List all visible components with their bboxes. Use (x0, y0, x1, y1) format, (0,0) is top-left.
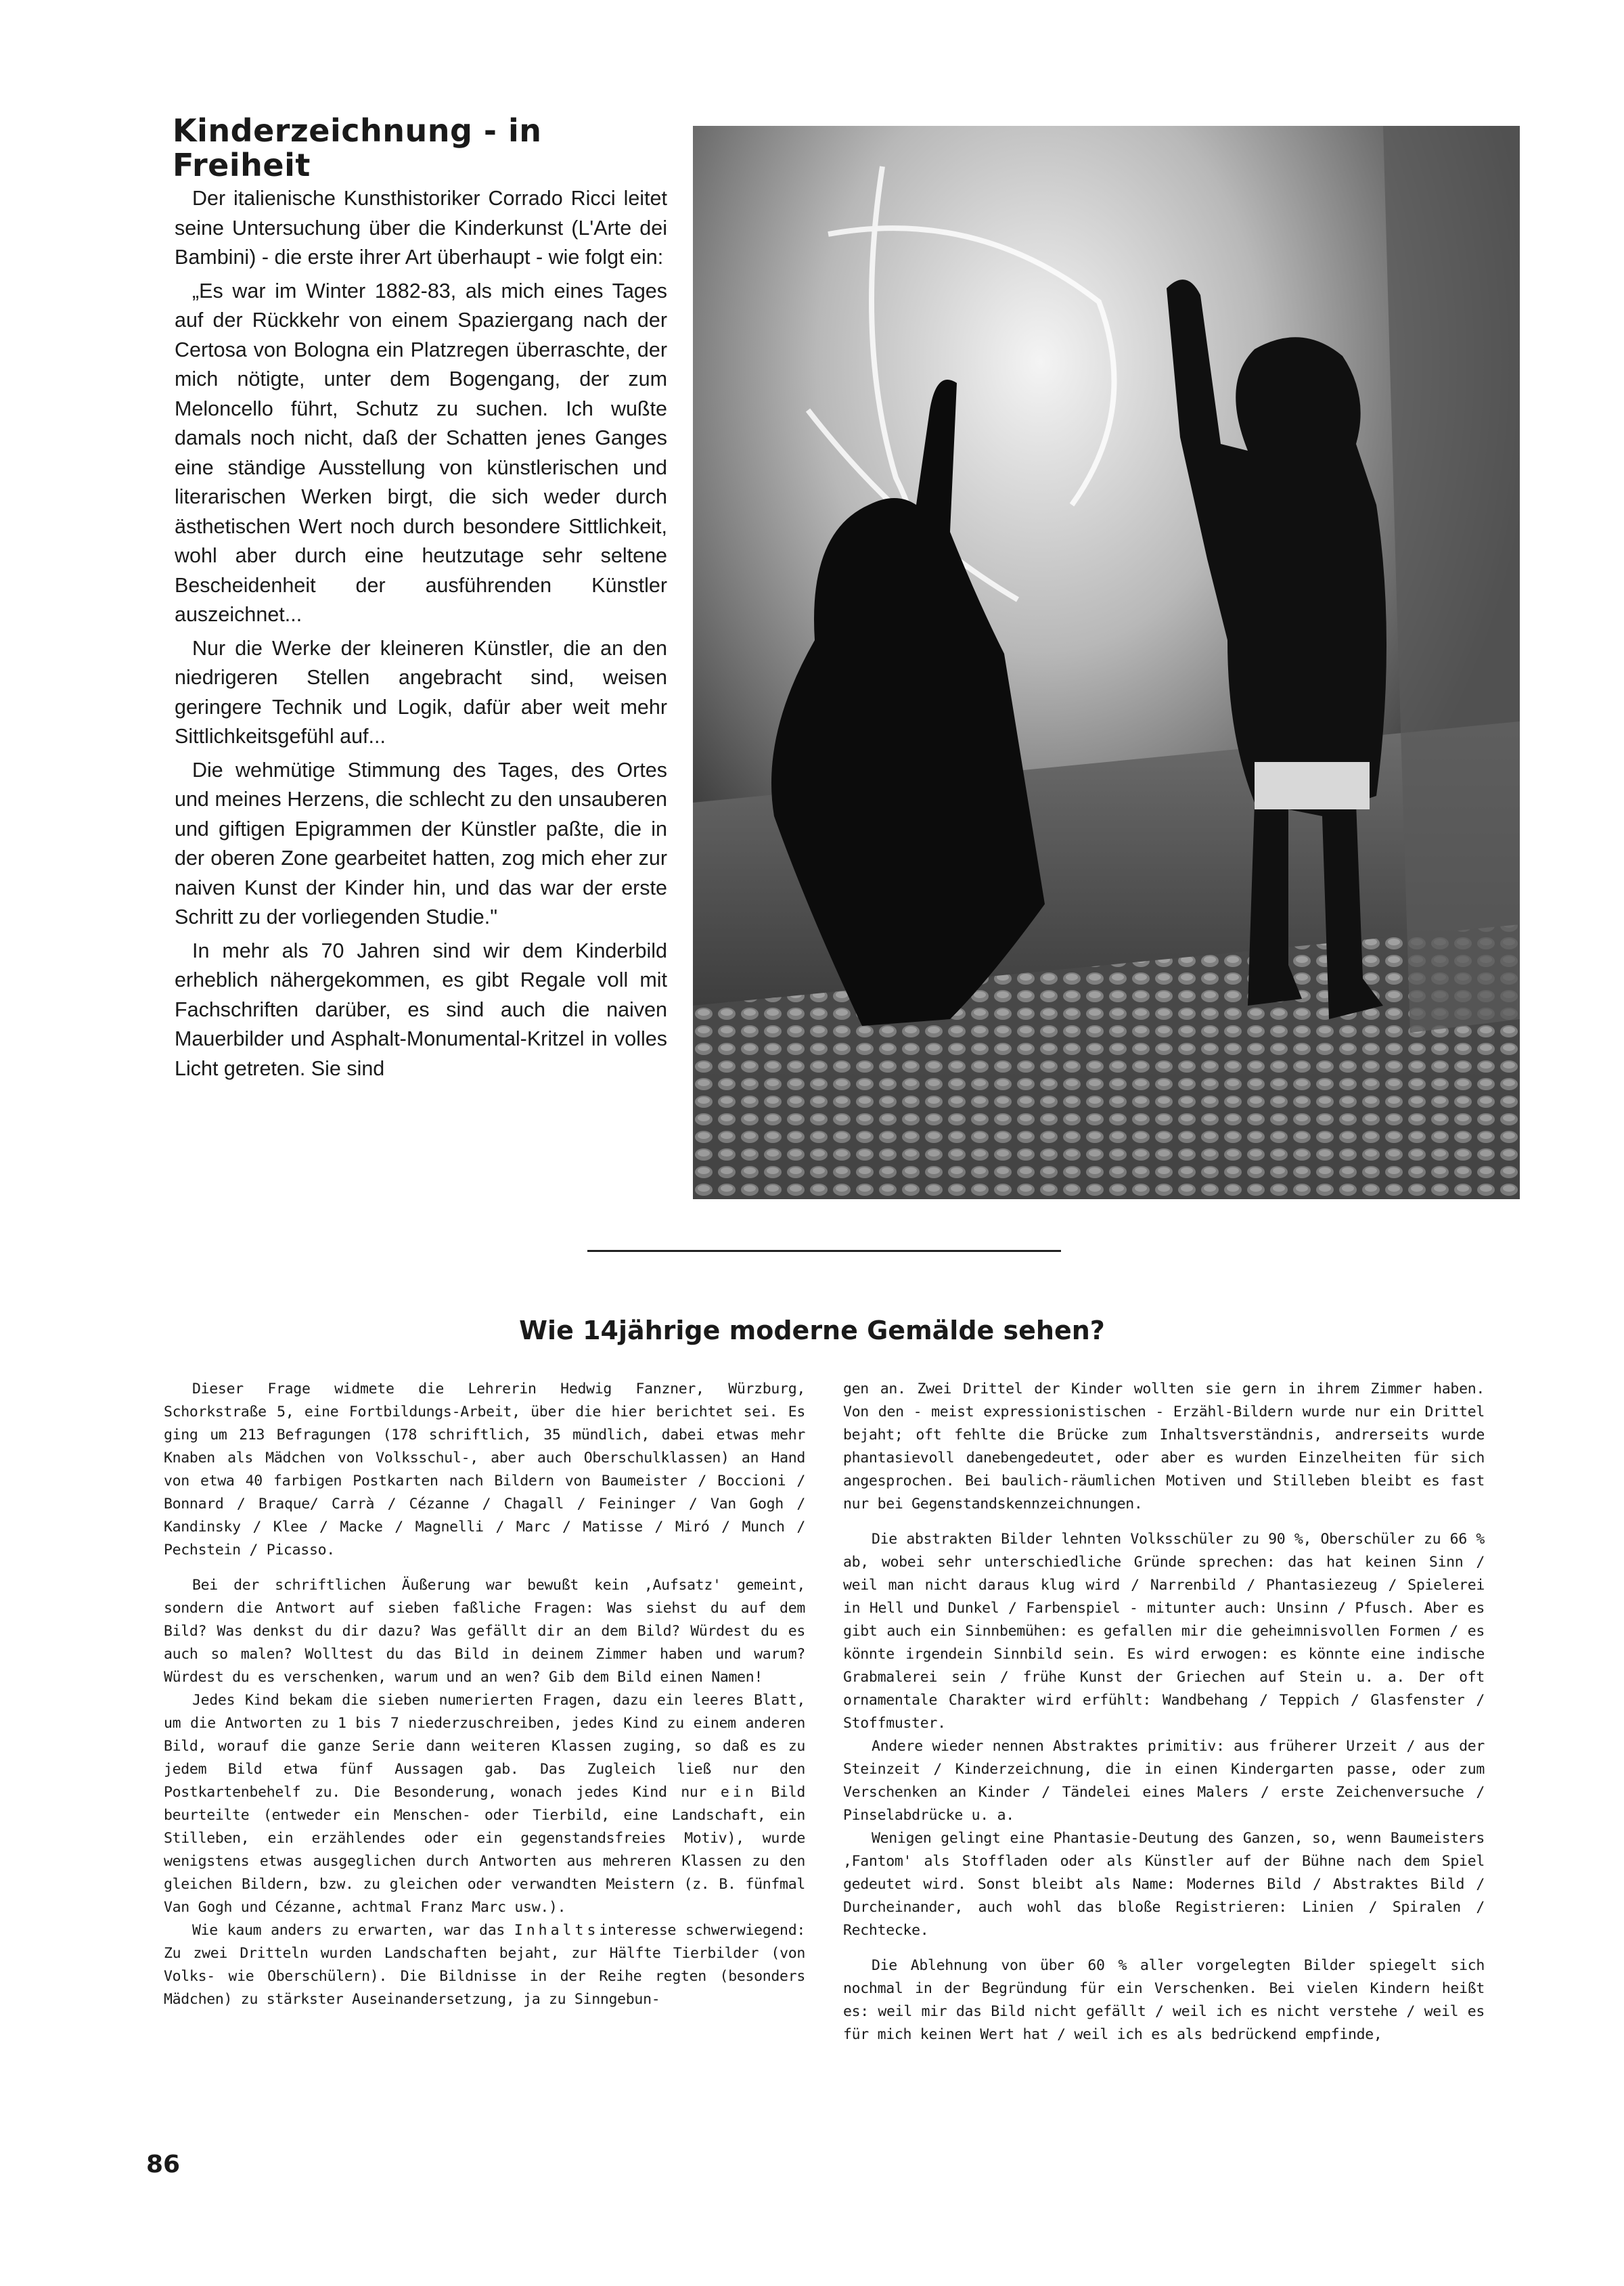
photo-illustration (693, 126, 1520, 1199)
survey-paragraph: Andere wieder nennen Abstraktes primitiv: aus früherer Urzeit / aus der Steinzeit / Kinderzeichnung, die in einen Kindergarten passe, oder zum Verschenken an Kinder / Tändelei eines Malers / erste Zeichenversuche / Pinselabdrücke u. a. (843, 1738, 1485, 1824)
survey-paragraph: Die Ablehnung von über 60 % aller vorgelegten Bilder spiegelt sich nochmal in der Begründung für ein Verschenken. Bei vielen Kindern heißt es: weil mir das Bild nicht gefällt / weil ich es nicht verstehe / weil es für mich keinen Wert hat / weil ich es als bedrückend empfinde, (843, 1957, 1485, 2043)
intro-paragraph: „Es war im Winter 1882-83, als mich eines Tages auf der Rückkehr von einem Spaziergang nach der Certosa von Bologna ein Platzregen überraschte, der mich nötigte, unter dem Bogengang, der zum Meloncello führt, Schutz zu suchen. Ich wußte damals noch nicht, daß der Schatten jenes Ganges eine ständige Ausstellung von künstlerischen und literarischen Werken birgt, die sich weder durch ästhetischen Wert noch durch besondere Sittlichkeit, wohl aber durch eine heutzutage sehr seltene Bescheidenheit der ausführenden Künstler auszeichnet... (175, 279, 667, 626)
survey-paragraph (164, 1919, 805, 2011)
intro-text (175, 184, 667, 1083)
survey-paragraph: Bei der schriftlichen Äußerung war bewußt kein ‚Aufsatz' gemeint, sondern die Antwort auf sieben faßliche Fragen: Was siehst du auf dem Bild? Was denkst du dir dazu? Was gefällt dir an dem Bild? Würdest du es auch so malen? Wolltest du das Bild in deinem Zimmer haben und warum? Würdest du es verschenken, warum und an wen? Gib dem Bild einen Namen! (164, 1577, 805, 1686)
page-number: 86 (146, 2151, 181, 2178)
survey-text: interesse schwerwiegend: Zu zwei Dritteln wurden Landschaften bejaht, zur Hälfte Tierbilder (von Volks- wie Oberschülern). Die Bildnisse in der Reihe regten (besonders Mädchen) zu stärkster Auseinandersetzung, ja zu Sinngebun- (164, 1922, 805, 2008)
survey-left-column (164, 1378, 805, 2011)
article-headline: Kinderzeichnung - in Freiheit (173, 112, 542, 183)
survey-right-column (843, 1378, 1485, 2046)
survey-text: Wie kaum anders zu erwarten, war das (192, 1922, 505, 1939)
survey-paragraph (164, 1689, 805, 1919)
children-drawing-photo (693, 126, 1520, 1199)
survey-title: Wie 14jährige moderne Gemälde sehen? (519, 1316, 1105, 1345)
survey-paragraph: Die abstrakten Bilder lehnten Volksschüler zu 90 %, Oberschüler zu 66 % ab, wobei sehr unterschiedliche Gründe sprechen: das hat keinen Sinn / weil man nicht daraus klug wird / Narrenbild / Phantasiezeug / Spielerei in Hell und Dunkel / Farbenspiel - mitunter auch: Unsinn / Pfusch. Aber es gibt auch ein Sinnbemühen: es gefallen mir die geheimnisvollen Formen / es könnte irgendein Sinnbild sein. Es wird erwogen: es könnte eine indische Grabmalerei sein / frühe Kunst der Griechen auf Stein u. a. Der oft ornamentale Charakter wird erfühlt: Wandbehang / Teppich / Glasfenster / Stoffmuster. (843, 1531, 1485, 1732)
survey-text: Jedes Kind bekam die sieben numerierten Fragen, dazu ein leeres Blatt, um die Antworten zu 1 bis 7 niederzuschreiben, jedes Kind zu einem anderen Bild, worauf die ganze Serie dann weiteren Klassen zuging, so daß es zu jedem Bild etwa fünf Aussagen gab. Das Zugleich ließ nur den Postkartenbehelf zu. Die Besonderung, wonach jedes Kind nur (164, 1692, 805, 1801)
section-divider (587, 1250, 1061, 1252)
intro-paragraph: Der italienische Kunsthistoriker Corrado Ricci leitet seine Untersuchung über die Kinderkunst (L'Arte dei Bambini) - die erste ihrer Art überhaupt - wie folgt ein: (175, 187, 667, 269)
intro-paragraph: Nur die Werke der kleineren Künstler, die an den niedrigeren Stellen angebracht sind, weisen geringere Technik und Logik, dafür aber weit mehr Sittlichkeitsgefühl auf... (175, 636, 667, 748)
intro-paragraph: Die wehmütige Stimmung des Tages, des Ortes und meines Herzens, die schlecht zu den unsauberen und giftigen Epigrammen der Künstler paßte, die in der oberen Zone gearbeitet hatten, zog mich eher zur naiven Kunst der Kinder hin, und das war der erste Schritt zu der vorliegenden Studie." (175, 758, 667, 928)
intro-paragraph: In mehr als 70 Jahren sind wir dem Kinderbild erheblich nähergekommen, es gibt Regale voll mit Fachschriften darüber, es sind auch die naiven Mauerbilder und Asphalt-Monumental-Kritzel in volles Licht getreten. Sie sind (175, 939, 667, 1080)
boy-shorts (1255, 762, 1370, 809)
survey-paragraph: gen an. Zwei Drittel der Kinder wollten sie gern in ihrem Zimmer haben. Von den - meist expressionistischen - Erzähl-Bildern wurde nur ein Drittel bejaht; oft fehlte die Brücke zum Inhaltsverständnis, andrerseits wurde phantasievoll danebengedeutet, oder aber es wurden Einzelheiten für sich angesprochen. Bei baulich-räumlichen Motiven und Stilleben bleibt es fast nur bei Gegenstandskennzeichnungen. (843, 1381, 1485, 1512)
emphasis-text: Inhalts (514, 1922, 600, 1939)
survey-text: Bild beurteilte (entweder ein Menschen- oder Tierbild, eine Landschaft, ein Stilleben, ein erzählendes oder ein gegenstandsfreies Motiv), wurde wenigstens etwas ausgeglichen durch Antworten aus mehreren Klassen zu den gleichen Bildern, bzw. zu gleichen oder verwandten Meistern (z. B. fünfmal Van Gogh und Cézanne, achtmal Franz Marc usw.). (164, 1784, 805, 1916)
emphasis-text: ein (720, 1784, 757, 1801)
survey-paragraph: Wenigen gelingt eine Phantasie-Deutung des Ganzen, so, wenn Baumeisters ‚Fantom' als Stoffladen oder als Künstler auf der Bühne nach dem Spiel gedeutet wird. Sonst bleibt als Name: Modernes Bild / Abstraktes Bild / Durcheinander, auch wohl das bloße Registrieren: Linien / Spiralen / Rechtecke. (843, 1830, 1485, 1939)
survey-paragraph: Dieser Frage widmete die Lehrerin Hedwig Fanzner, Würzburg, Schorkstraße 5, eine Fortbildungs-Arbeit, über die hier berichtet sei. Es ging um 213 Befragungen (178 schriftlich, 35 mündlich, dabei etwas mehr Knaben als Mädchen von Volksschul-, aber auch Oberschulklassen) an Hand von etwa 40 farbigen Postkarten nach Bildern von Baumeister / Boccioni / Bonnard / Braque/ Carrà / Cézanne / Chagall / Feininger / Van Gogh / Kandinsky / Klee / Macke / Magnelli / Marc / Matisse / Miró / Munch / Pechstein / Picasso. (164, 1381, 805, 1559)
